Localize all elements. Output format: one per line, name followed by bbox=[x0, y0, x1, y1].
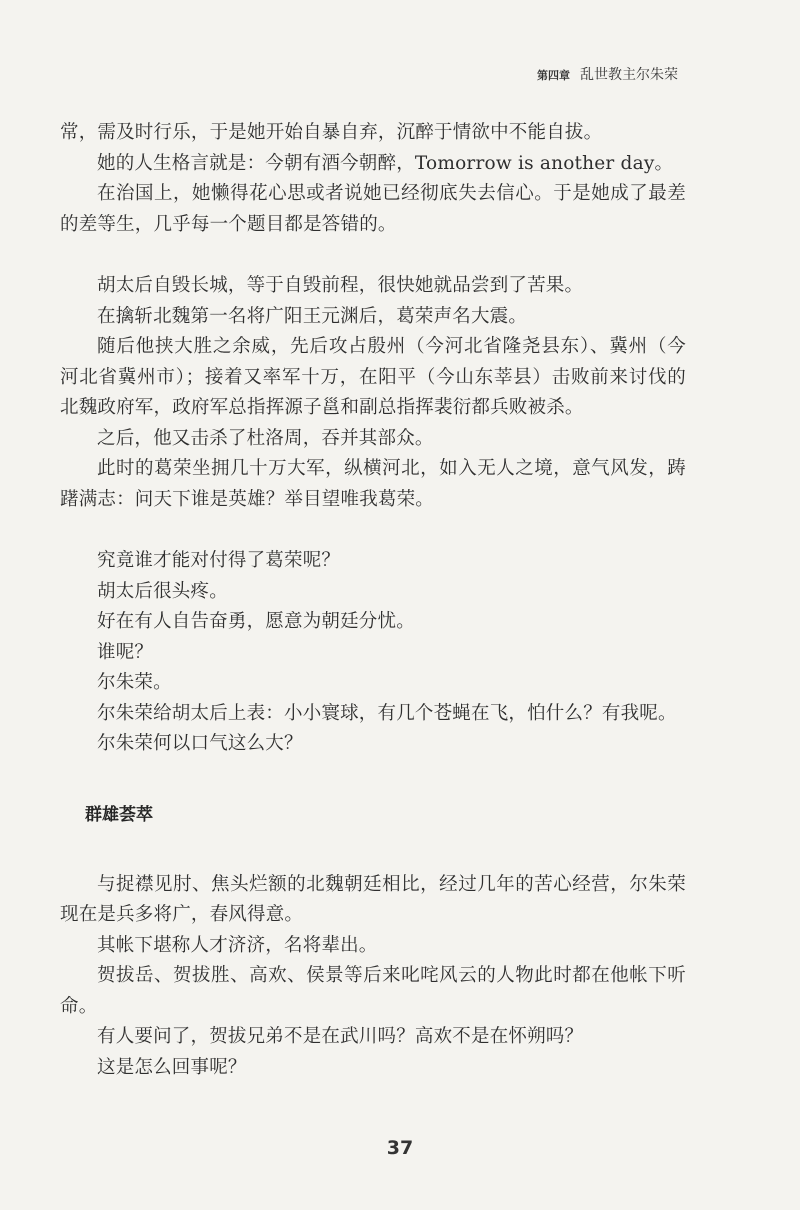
paragraph: 胡太后很头疼。 bbox=[97, 580, 228, 602]
paragraph: 在擒斩北魏第一名将广阳王元渊后，葛荣声名大震。 bbox=[97, 305, 528, 327]
paragraph: 常，需及时行乐，于是她开始自暴自弃，沉醉于情欲中不能自拔。 bbox=[60, 122, 603, 143]
body-text bbox=[60, 118, 686, 1083]
paragraph: 在治国上，她懒得花心思或者说她已经彻底失去信心。于是她成了最差的差等生，几乎每一个题目都是答错的。 bbox=[60, 183, 686, 235]
paragraph: 胡太后自毁长城，等于自毁前程，很快她就品尝到了苦果。 bbox=[97, 275, 584, 296]
paragraph: 有人要问了，贺拔兄弟不是在武川吗？高欢不是在怀朔吗？ bbox=[97, 1026, 584, 1047]
paragraph: 她的人生格言就是：今朝有酒今朝醉，Tomorrow is another day。 bbox=[97, 152, 674, 174]
paragraph: 究竟谁才能对付得了葛荣呢？ bbox=[97, 550, 341, 571]
paragraph-spacer bbox=[60, 515, 686, 546]
paragraph-spacer bbox=[60, 240, 686, 271]
paragraph: 贺拔岳、贺拔胜、高欢、侯景等后来叱咤风云的人物此时都在他帐下听命。 bbox=[60, 965, 686, 1017]
paragraph: 其帐下堪称人才济济，名将辈出。 bbox=[97, 934, 378, 956]
paragraph: 好在有人自告奋勇，愿意为朝廷分忧。 bbox=[97, 611, 415, 632]
section-heading: 群雄荟萃 bbox=[85, 804, 153, 825]
paragraph: 这是怎么回事呢？ bbox=[97, 1056, 247, 1078]
section-spacer bbox=[60, 830, 686, 870]
running-header bbox=[537, 64, 678, 84]
paragraph: 与捉襟见肘、焦头烂额的北魏朝廷相比，经过几年的苦心经营，尔朱荣现在是兵多将广，春风得意。 bbox=[60, 873, 686, 925]
paragraph: 谁呢？ bbox=[97, 641, 154, 663]
paragraph: 之后，他又击杀了杜洛周，吞并其部众。 bbox=[97, 427, 434, 449]
paragraph: 尔朱荣。 bbox=[97, 672, 172, 693]
paragraph: 尔朱荣何以口气这么大？ bbox=[97, 733, 303, 754]
page-number: 37 bbox=[386, 1137, 414, 1159]
paragraph: 尔朱荣给胡太后上表：小小寰球，有几个苍蝇在飞，怕什么？有我呢。 bbox=[97, 702, 677, 724]
section-spacer bbox=[60, 760, 686, 800]
chapter-title: 乱世教主尔朱荣 bbox=[580, 67, 678, 83]
chapter-label: 第四章 bbox=[537, 69, 570, 82]
paragraph: 此时的葛荣坐拥几十万大军，纵横河北，如入无人之境，意气风发，踌躇满志：问天下谁是英雄？举目望唯我葛荣。 bbox=[60, 458, 686, 510]
paragraph: 随后他挟大胜之余威，先后攻占殷州（今河北省隆尧县东）、冀州（今河北省冀州市）；接着又率军十万，在阳平（今山东莘县）击败前来讨伐的北魏政府军，政府军总指挥源子邕和副总指挥裴衍都兵败被杀。 bbox=[60, 336, 686, 418]
